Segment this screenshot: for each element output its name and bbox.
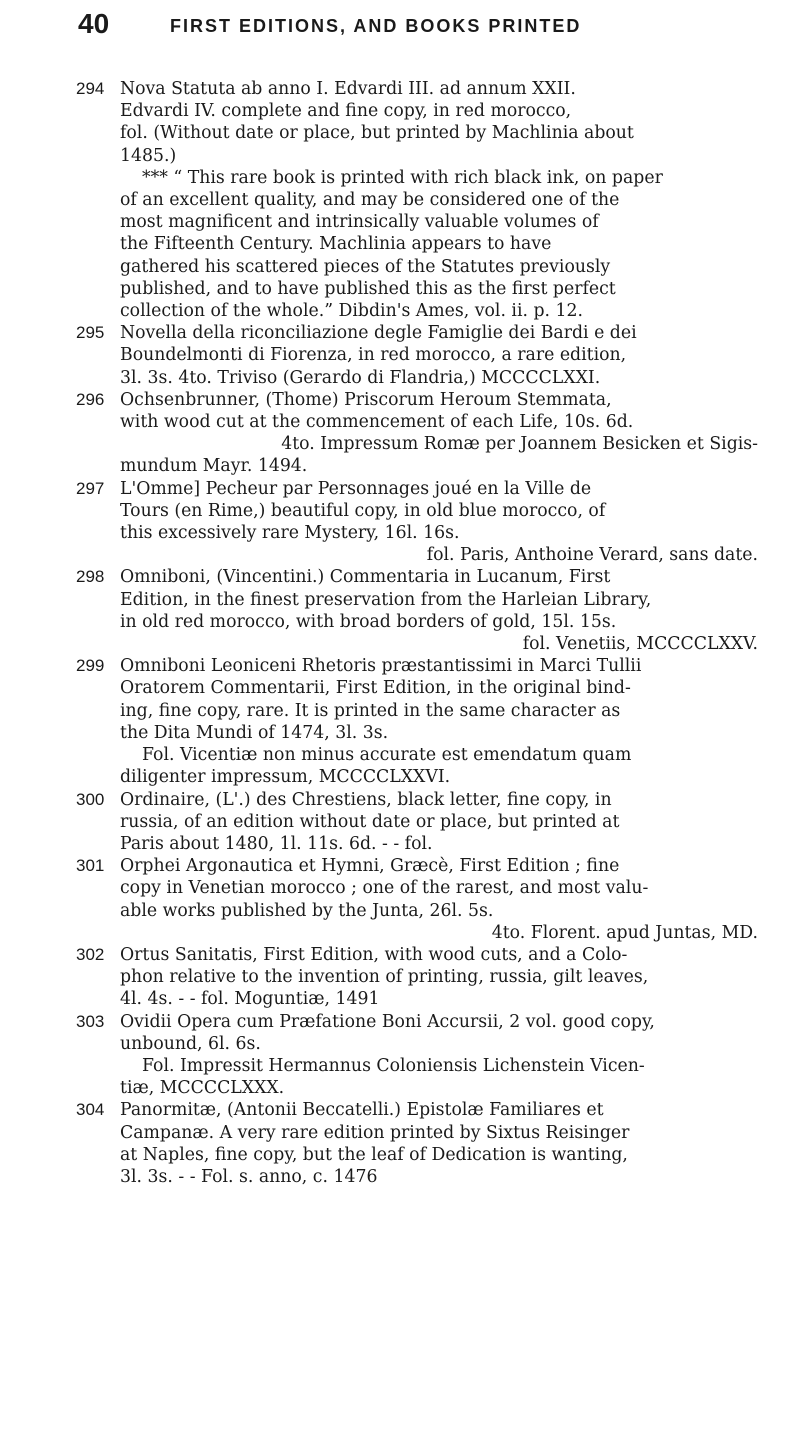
page-header [78,6,760,46]
catalogue-entry [76,789,758,856]
entry-line: Fol. Vicentiæ non minus accurate est emendatum quam [142,745,632,766]
running-title: FIRST EDITIONS, AND BOOKS PRINTED [170,16,582,36]
entry-line: Ovidii Opera cum Præfatione Boni Accursii, 2 vol. good copy, [120,1011,655,1032]
entry-text [120,944,758,1011]
catalogue-entry [76,78,758,322]
entry-line: gathered his scattered pieces of the Statutes previously [120,256,611,277]
entry-text [120,478,758,567]
catalogue-entry [76,1011,758,1100]
entry-line: collection of the whole.” Dibdin's Ames, vol. ii. p. 12. [120,301,584,322]
entry-line: Oratorem Commentarii, First Edition, in the original bind- [120,678,631,699]
entry-line: Edition, in the finest preservation from the Harleian Library, [120,589,652,610]
entry-line: Ochsenbrunner, (Thome) Priscorum Heroum Stemmata, [120,389,612,410]
entry-line: L'Omme] Pecheur par Personnages joué en la Ville de [120,478,592,499]
entry-text [120,1099,758,1188]
entry-line: with wood cut at the commencement of each Life, 10s. 6d. [120,412,634,433]
entry-line: 3l. 3s. - - Fol. s. anno, c. 1476 [120,1166,378,1187]
entry-line: Ordinaire, (L'.) des Chrestiens, black letter, fine copy, in [120,789,612,810]
entry-line: fol. (Without date or place, but printed by Machlinia about [120,123,634,144]
entry-line: Novella della riconciliazione degle Famiglie dei Bardi e dei [120,323,637,344]
entry-line: 4l. 4s. - - fol. Moguntiæ, 1491 [120,989,380,1010]
entry-text [120,855,758,944]
entry-line: 4to. Florent. apud Juntas, MD. [491,922,758,943]
entry-number: 298 [76,567,105,587]
entry-number: 295 [76,323,105,343]
catalogue-entry [76,855,758,944]
entry-line: Fol. Impressit Hermannus Coloniensis Lichenstein Vicen- [142,1055,645,1076]
entry-number: 301 [76,856,105,876]
entry-line: Boundelmonti di Fiorenza, in red morocco, a rare edition, [120,345,627,366]
entry-line: Tours (en Rime,) beautiful copy, in old blue morocco, of [120,500,606,521]
entry-line: in old red morocco, with broad borders of gold, 15l. 15s. [120,611,617,632]
entry-line: 1485.) [120,145,177,166]
entry-number: 297 [76,478,105,498]
entry-number: 300 [76,789,105,809]
entry-line: Omniboni Leoniceni Rhetoris præstantissimi in Marci Tullii [120,656,642,677]
catalogue-entry [76,944,758,1011]
catalogue-entry [76,566,758,655]
entry-line: Omniboni, (Vincentini.) Commentaria in Lucanum, First [120,567,611,588]
entry-text [120,655,758,788]
catalogue-entry [76,478,758,567]
entry-number: 304 [76,1100,105,1120]
entry-line: russia, of an edition without date or place, but printed at [120,811,620,832]
entry-line: most magnificent and intrinsically valuable volumes of [120,212,599,233]
entry-line: Paris about 1480, 1l. 11s. 6d. - - fol. [120,833,433,854]
entry-number: 299 [76,656,105,676]
entry-line: the Fifteenth Century. Machlinia appears to have [120,234,552,255]
entry-line: this excessively rare Mystery, 16l. 16s. [120,523,460,544]
entry-line: the Dita Mundi of 1474, 3l. 3s. [120,722,389,743]
entry-line: fol. Paris, Anthoine Verard, sans date. [426,545,758,566]
catalogue-entries [76,78,758,1188]
entry-line: unbound, 6l. 6s. [120,1033,261,1054]
entry-line: published, and to have published this as the first perfect [120,278,616,299]
catalogue-entry [76,655,758,788]
entry-line: ing, fine copy, rare. It is printed in the same character as [120,700,621,721]
entry-line: phon relative to the invention of printing, russia, gilt leaves, [120,967,649,988]
entry-line: Ortus Sanitatis, First Edition, with wood cuts, and a Colo- [120,944,628,965]
entry-line: mundum Mayr. 1494. [120,456,308,477]
entry-number: 303 [76,1011,105,1031]
entry-line: diligenter impressum, MCCCCLXXVI. [120,767,451,788]
catalogue-entry [76,322,758,389]
entry-line: copy in Venetian morocco ; one of the rarest, and most valu- [120,878,649,899]
entry-line: tiæ, MCCCCLXXX. [120,1078,285,1099]
entry-line: *** “ This rare book is printed with rich black ink, on paper [142,167,663,188]
page-number: 40 [78,8,110,39]
entry-line: at Naples, fine copy, but the leaf of Dedication is wanting, [120,1144,628,1165]
entry-line: able works published by the Junta, 26l. 5s. [120,900,494,921]
entry-line: Campanæ. A very rare edition printed by Sixtus Reisinger [120,1122,630,1143]
entry-text [120,389,758,478]
entry-text [120,322,758,389]
entry-text [120,789,758,856]
entry-number: 294 [76,79,105,98]
entry-number: 302 [76,944,105,964]
catalogue-entry [76,389,758,478]
entry-text [120,566,758,655]
entry-line: Nova Statuta ab anno I. Edvardi III. ad annum XXII. [120,79,576,99]
entry-line: 3l. 3s. 4to. Triviso (Gerardo di Flandria,) MCCCCLXXI. [120,367,601,388]
entry-line: Panormitæ, (Antonii Beccatelli.) Epistolæ Familiares et [120,1100,604,1121]
entry-text [120,78,758,322]
entry-line: fol. Venetiis, MCCCCLXXV. [522,634,758,655]
entry-line: Orphei Argonautica et Hymni, Græcè, First Edition ; fine [120,856,620,877]
catalogue-entry [76,1099,758,1188]
entry-line: 4to. Impressum Romæ per Joannem Besicken et Sigis- [281,434,758,455]
entry-line: of an excellent quality, and may be considered one of the [120,190,620,211]
entry-number: 296 [76,389,105,409]
entry-line: Edvardi IV. complete and fine copy, in red morocco, [120,101,572,122]
entry-text [120,1011,758,1100]
